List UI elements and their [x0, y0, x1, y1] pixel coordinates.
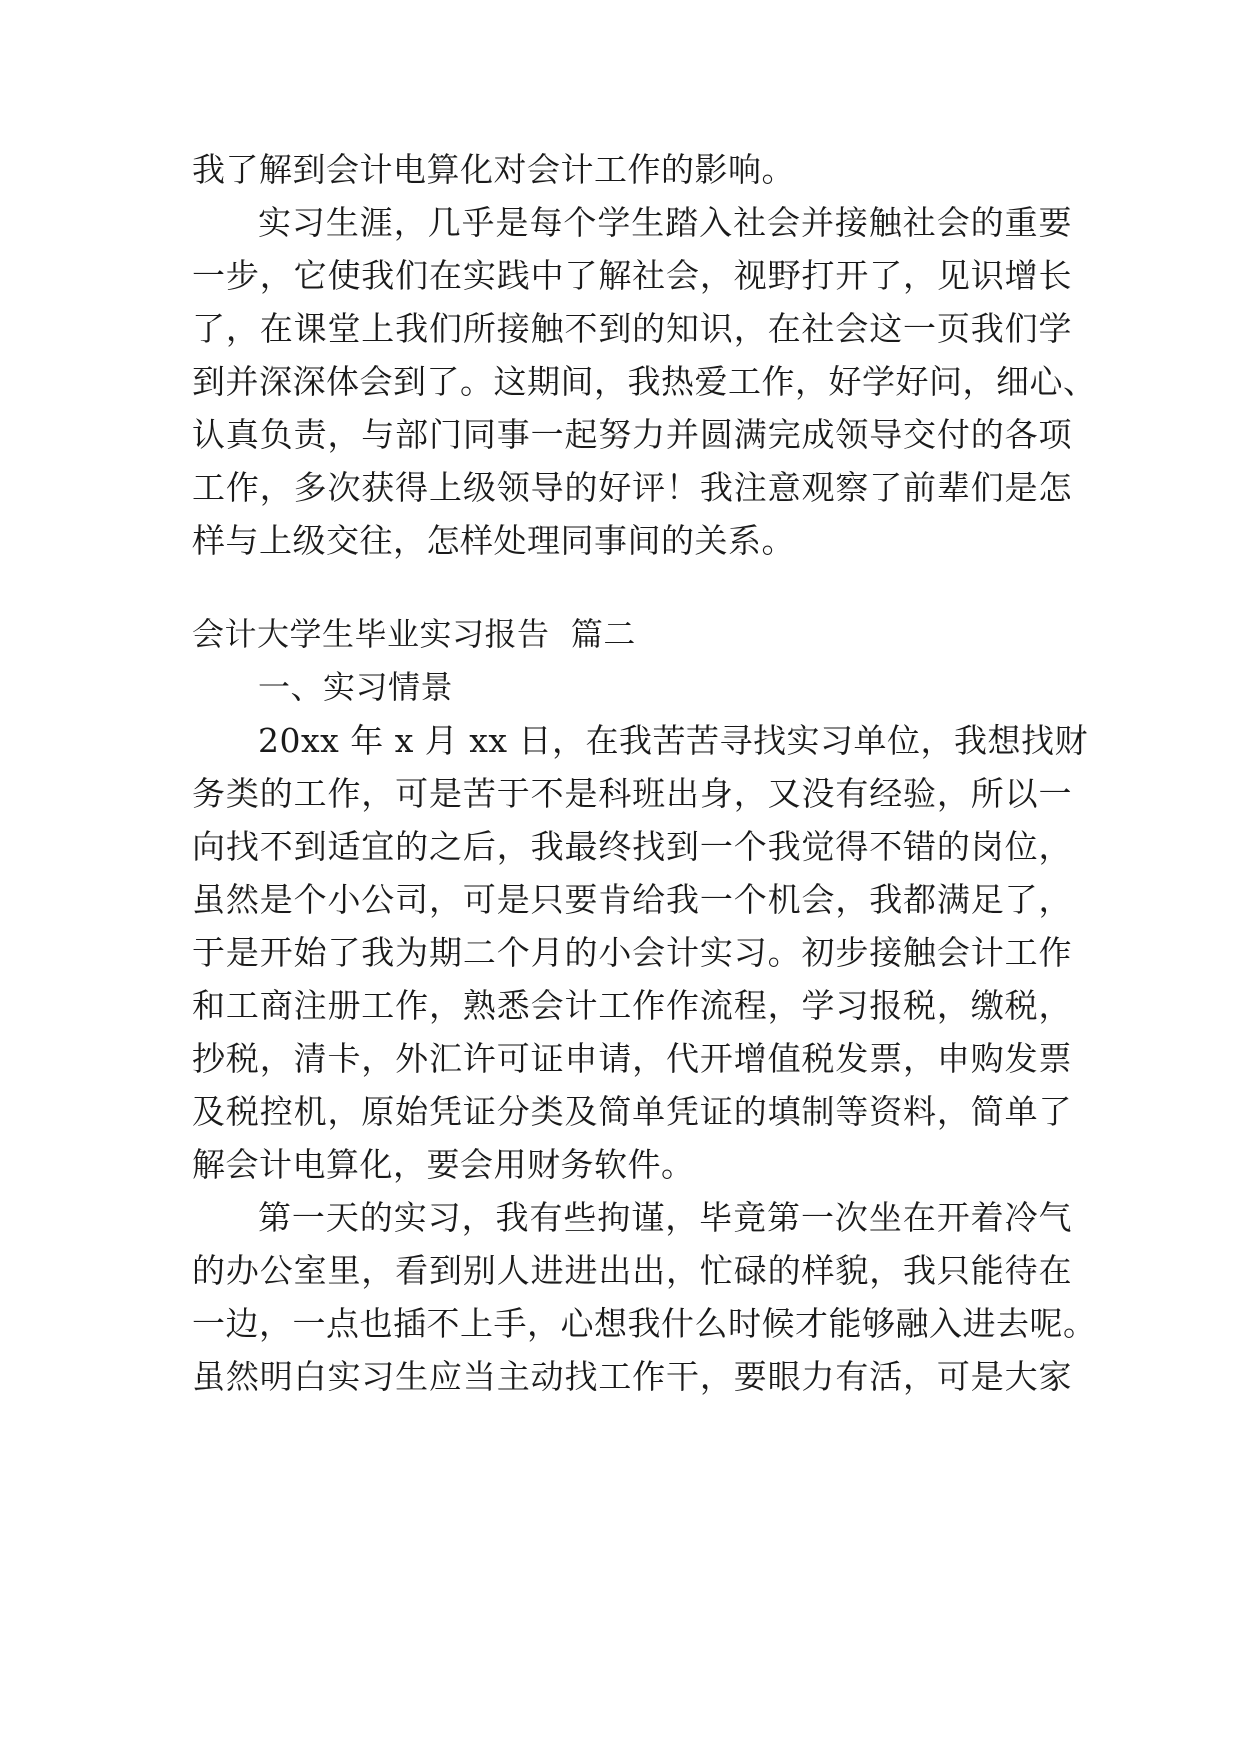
paragraph-line: 我了解到会计电算化对会计工作的影响。 — [192, 150, 795, 189]
paragraph-line: 工作，多次获得上级领导的好评！我注意观察了前辈们是怎 — [192, 468, 1072, 507]
section-title: 会计大学生毕业实习报告 篇二 — [192, 615, 636, 653]
paragraph-line: 了，在课堂上我们所接触不到的知识，在社会这一页我们学 — [192, 309, 1072, 348]
paragraph-line: 第一天的实习，我有些拘谨，毕竟第一次坐在开着冷气 — [258, 1198, 1072, 1237]
section-subheading: 一、实习情景 — [258, 668, 454, 706]
paragraph-line: 向找不到适宜的之后，我最终找到一个我觉得不错的岗位， — [192, 827, 1072, 866]
paragraph-line: 解会计电算化，要会用财务软件。 — [192, 1145, 695, 1184]
paragraph-line: 虽然是个小公司，可是只要肯给我一个机会，我都满足了， — [192, 880, 1072, 919]
paragraph-line: 一步，它使我们在实践中了解社会，视野打开了，见识增长 — [192, 256, 1072, 295]
paragraph-line: 样与上级交往，怎样处理同事间的关系。 — [192, 521, 795, 560]
paragraph-line: 认真负责，与部门同事一起努力并圆满完成领导交付的各项 — [192, 415, 1072, 454]
paragraph-line: 及税控机，原始凭证分类及简单凭证的填制等资料，简单了 — [192, 1092, 1072, 1131]
paragraph-line: 20xx 年 x 月 xx 日，在我苦苦寻找实习单位，我想找财 — [258, 721, 1088, 760]
paragraph-line: 一边，一点也插不上手，心想我什么时候才能够融入进去呢。 — [192, 1304, 1097, 1343]
paragraph-line: 实习生涯，几乎是每个学生踏入社会并接触社会的重要 — [258, 203, 1072, 242]
paragraph-line: 抄税，清卡，外汇许可证申请，代开增值税发票，申购发票 — [192, 1039, 1072, 1078]
paragraph-line: 务类的工作，可是苦于不是科班出身，又没有经验，所以一 — [192, 774, 1072, 813]
paragraph-line: 的办公室里，看到别人进进出出，忙碌的样貌，我只能待在 — [192, 1251, 1072, 1290]
paragraph-line: 于是开始了我为期二个月的小会计实习。初步接触会计工作 — [192, 933, 1072, 972]
paragraph-line: 和工商注册工作，熟悉会计工作作流程，学习报税，缴税， — [192, 986, 1072, 1025]
paragraph-line: 虽然明白实习生应当主动找工作干，要眼力有活，可是大家 — [192, 1357, 1072, 1396]
paragraph-line: 到并深深体会到了。这期间，我热爱工作，好学好问，细心、 — [192, 362, 1097, 401]
